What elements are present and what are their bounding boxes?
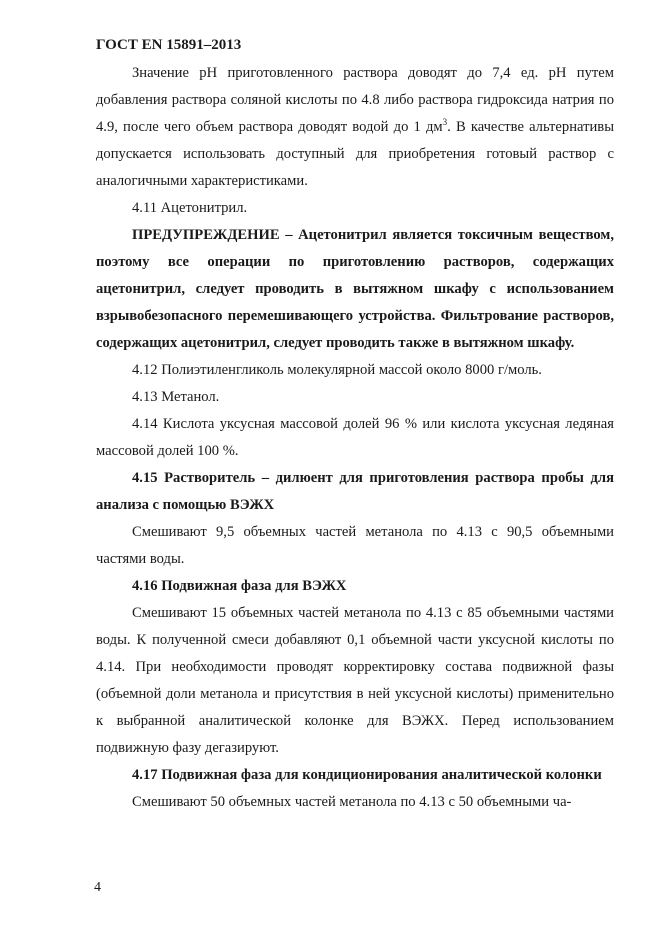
superscript: 3 — [442, 117, 448, 127]
paragraph-text: Значение pH приготовленного раствора доводят до 7,4 ед. pH путем добавления раствора соляной кислоты по 4.8 либо раствора гидроксида натрия по 4.9, после чего объем раствора доводят водой до 1 дм — [96, 65, 614, 135]
section-4-16-text: Смешивают 15 объемных частей метанола по 4.13 с 85 объемными частями воды. К полученной смеси добавляют 0,1 объемной части уксусной кислоты по 4.14. При необходимости проводят корректировку состава подвижной фазы (объемной доли метанола и присутствия в ней уксусной кислоты) применительно к выбранной аналитической колонке для ВЭЖХ. Перед использованием подвижную фазу дегазируют. — [96, 605, 614, 756]
section-4-17-text: Смешивают 50 объемных частей метанола по 4.13 с 50 объемными ча- — [132, 794, 572, 810]
section-4-13: 4.13 Метанол. — [132, 389, 220, 405]
document-body — [96, 60, 614, 816]
section-4-11: 4.11 Ацетонитрил. — [132, 200, 248, 216]
section-4-17-heading: 4.17 Подвижная фаза для кондиционирования аналитической колонки — [132, 767, 602, 783]
section-4-15-heading: 4.15 Растворитель – дилюент для приготовления раствора пробы для анализа с помощью ВЭЖХ — [96, 470, 614, 513]
section-4-15-text: Смешивают 9,5 объемных частей метанола по 4.13 с 90,5 объемными частями воды. — [96, 524, 614, 567]
paragraph-ph-adjustment — [96, 60, 614, 195]
warning-paragraph: ПРЕДУПРЕЖДЕНИЕ – Ацетонитрил является токсичным веществом, поэтому все операции по приготовлению растворов, содержащих ацетонитрил, следует проводить в вытяжном шкафу с использованием взрывобезопасного перемешивающего устройства. Фильтрование растворов, содержащих ацетонитрил, следует проводить также в вытяжном шкафу. — [96, 227, 614, 351]
section-4-12: 4.12 Полиэтиленгликоль молекулярной массой около 8000 г/моль. — [132, 362, 542, 378]
section-4-14: 4.14 Кислота уксусная массовой долей 96 % или кислота уксусная ледяная массовой долей 100 %. — [96, 416, 614, 459]
section-4-16-heading: 4.16 Подвижная фаза для ВЭЖХ — [132, 578, 347, 594]
paragraph-text: . В качестве альтернативы допускается использовать доступный для приобретения готовый раствор с аналогичными характеристиками. — [96, 119, 615, 189]
page-number: 4 — [94, 880, 101, 895]
document-header: ГОСТ EN 15891–2013 — [96, 37, 242, 53]
